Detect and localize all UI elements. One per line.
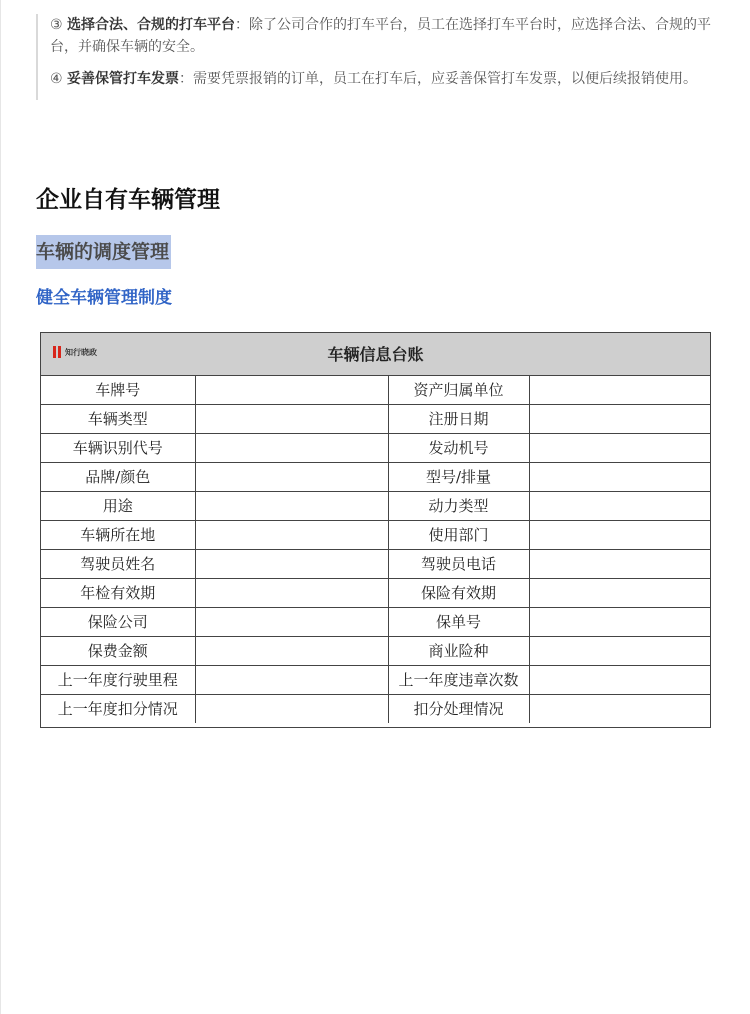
field-label: 发动机号 [388,434,529,463]
subsection-heading-highlighted: 车辆的调度管理 [36,235,171,269]
field-label: 品牌/颜色 [41,463,195,492]
field-label: 车辆所在地 [41,521,195,550]
field-label: 上一年度违章次数 [388,666,529,695]
subsubsection-heading: 健全车辆管理制度 [36,288,172,308]
table-row [41,579,710,608]
table-row [41,550,710,579]
field-value [529,666,710,695]
field-label: 资产归属单位 [388,376,529,405]
field-label: 驾驶员姓名 [41,550,195,579]
field-label: 驾驶员电话 [388,550,529,579]
field-label: 使用部门 [388,521,529,550]
field-value [195,666,388,695]
field-value [529,405,710,434]
tip-title: 妥善保管打车发票 [67,71,180,87]
field-label: 上一年度扣分情况 [41,695,195,724]
table-row [41,376,710,405]
tip-item [50,14,716,58]
table-row [41,463,710,492]
tip-number: ④ [50,71,63,87]
field-value [529,550,710,579]
field-value [529,637,710,666]
page-edge [0,0,1,1014]
field-label: 用途 [41,492,195,521]
tip-title: 选择合法、合规的打车平台 [67,17,236,33]
field-label: 注册日期 [388,405,529,434]
field-label: 年检有效期 [41,579,195,608]
table-row [41,521,710,550]
field-value [195,376,388,405]
field-label: 保费金额 [41,637,195,666]
field-label: 保险有效期 [388,579,529,608]
tip-body: ：除了公司合作的打车平台，员工在选择打车平台时，应选择合法、合规的平台，并确保车辆的安全。 [50,17,712,55]
field-value [529,521,710,550]
field-value [195,608,388,637]
field-value [529,579,710,608]
field-value [195,492,388,521]
ledger-grid [41,376,710,723]
tips-quote-block [36,14,716,100]
field-value [529,608,710,637]
section-heading: 企业自有车辆管理 [36,187,220,213]
field-label: 商业险种 [388,637,529,666]
field-label: 保险公司 [41,608,195,637]
field-value [195,550,388,579]
field-label: 保单号 [388,608,529,637]
field-label: 型号/排量 [388,463,529,492]
table-row [41,695,710,724]
tip-number: ③ [50,17,63,33]
field-label: 上一年度行驶里程 [41,666,195,695]
field-label: 动力类型 [388,492,529,521]
vehicle-ledger-table-image [40,332,711,728]
field-value [195,521,388,550]
field-value [529,463,710,492]
field-value [195,434,388,463]
tip-item [50,68,716,90]
ledger-header [41,333,710,376]
field-value [529,376,710,405]
field-label: 车辆类型 [41,405,195,434]
field-value [195,405,388,434]
ledger-title: 车辆信息台账 [327,345,424,364]
field-label: 车牌号 [41,376,195,405]
table-row [41,492,710,521]
table-row [41,405,710,434]
table-row [41,434,710,463]
brand-name: 知行晓政 [65,347,97,357]
table-row [41,666,710,695]
table-row [41,637,710,666]
field-value [195,637,388,666]
field-value [195,695,388,724]
field-label: 扣分处理情况 [388,695,529,724]
table-row [41,608,710,637]
field-value [529,695,710,724]
field-value [195,579,388,608]
field-value [529,492,710,521]
field-label: 车辆识别代号 [41,434,195,463]
tip-body: ：需要凭票报销的订单，员工在打车后，应妥善保管打车发票，以便后续报销使用。 [179,71,698,87]
field-value [195,463,388,492]
field-value [529,434,710,463]
